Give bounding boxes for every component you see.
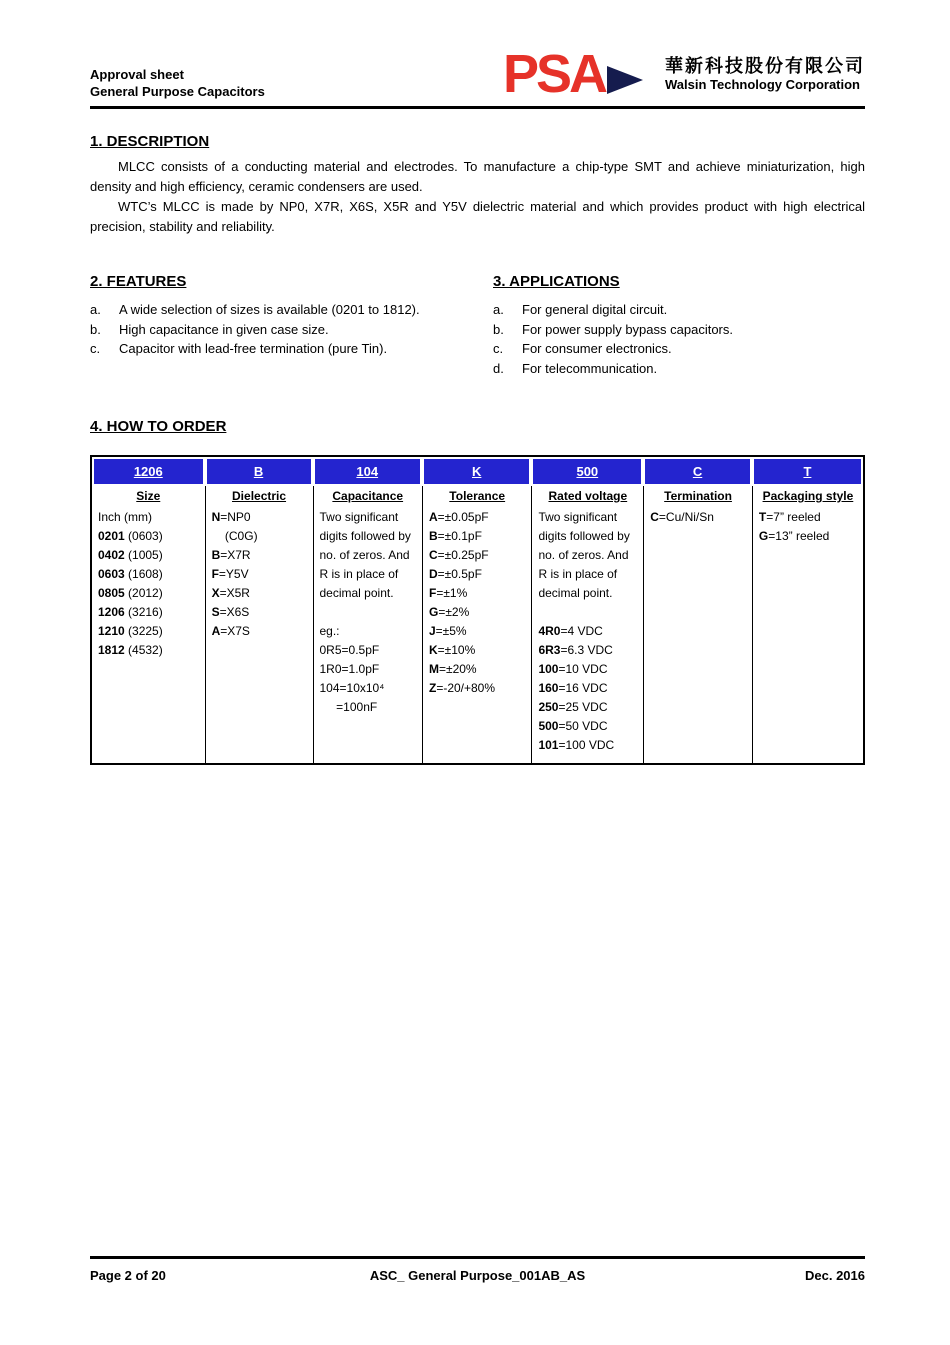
order-codes-row	[92, 457, 863, 486]
column-body	[92, 505, 205, 763]
table-line: 250=25 VDC	[538, 700, 608, 714]
table-line: 4R0=4 VDC	[538, 624, 603, 638]
table-line: 1R0=1.0pF	[319, 662, 380, 676]
order-code-cell	[313, 457, 422, 486]
page-header	[90, 0, 865, 102]
column-title: Size	[136, 489, 161, 503]
section-how-to-order	[0, 418, 950, 765]
table-line: G=13” reeled	[758, 529, 830, 543]
table-line: decimal point.	[319, 586, 394, 600]
column-body	[643, 505, 752, 763]
logo-text: PSA	[503, 48, 606, 102]
company-name-cn: 華新科技股份有限公司	[665, 55, 865, 76]
table-line: 1210 (3225)	[98, 624, 163, 638]
footer-page-number: Page 2 of 20	[90, 1268, 166, 1283]
doc-type: Approval sheet	[90, 67, 184, 82]
page-footer	[90, 1256, 865, 1283]
section-features	[90, 273, 493, 378]
table-line	[538, 603, 638, 622]
column-body	[531, 505, 643, 763]
order-code-cell	[643, 457, 752, 486]
list-item	[493, 339, 865, 359]
footer-divider	[90, 1256, 865, 1259]
table-line: Inch (mm)	[98, 510, 152, 524]
table-line: C=Cu/Ni/Sn	[650, 510, 714, 524]
table-line: 0805 (2012)	[98, 586, 163, 600]
table-line: =100nF	[319, 700, 378, 714]
table-line: F=Y5V	[211, 567, 249, 581]
company-name-en: Walsin Technology Corporation	[665, 77, 860, 93]
column-body	[752, 505, 863, 763]
table-line: 0402 (1005)	[98, 548, 163, 562]
table-line: decimal point.	[538, 586, 613, 600]
table-line: B=X7R	[211, 548, 251, 562]
list-item	[493, 300, 865, 320]
list-item-letter: a.	[90, 302, 101, 317]
how-to-order-title: 4. HOW TO ORDER	[90, 418, 227, 435]
table-line: M=±20%	[428, 662, 477, 676]
table-line: 160=16 VDC	[538, 681, 608, 695]
column-title: Tolerance	[422, 486, 531, 505]
table-line: R is in place of	[319, 567, 399, 581]
list-item	[493, 320, 865, 340]
column-body	[422, 505, 531, 763]
table-line: 1206 (3216)	[98, 605, 163, 619]
table-line: digits followed by	[538, 529, 630, 543]
order-code-cell	[92, 457, 205, 486]
order-code-cell	[205, 457, 313, 486]
description-paragraph: MLCC consists of a conducting material and electrodes. To manufacture a chip-type SMT and achieve miniaturization, high density and high efficiency, ceramic condensers are used.	[90, 159, 865, 194]
document-title-block	[90, 66, 265, 102]
order-code: C	[645, 459, 750, 484]
table-line: Z=-20/+80%	[428, 681, 496, 695]
list-item-text: A wide selection of sizes is available (0201 to 1812).	[119, 302, 420, 317]
table-line: 104=10x10⁴	[319, 681, 385, 695]
description-title: 1. DESCRIPTION	[90, 133, 210, 150]
column-title: Packaging style	[752, 486, 863, 505]
features-list	[90, 300, 493, 359]
table-line: 6R3=6.3 VDC	[538, 643, 613, 657]
section-applications	[493, 273, 865, 378]
column-body	[313, 505, 422, 763]
list-item	[90, 320, 493, 340]
order-code: 500	[533, 459, 641, 484]
table-line: 0201 (0603)	[98, 529, 163, 543]
list-item-text: For general digital circuit.	[522, 302, 668, 317]
list-item-text: For power supply bypass capacitors.	[522, 321, 733, 337]
order-code-table	[90, 455, 865, 765]
features-title: 2. FEATURES	[90, 273, 187, 290]
list-item-letter: b.	[90, 321, 101, 337]
table-line: 100=10 VDC	[538, 662, 608, 676]
column-title: Dielectric	[205, 486, 313, 505]
table-line: B=±0.1pF	[428, 529, 482, 543]
list-item-text: For telecommunication.	[522, 360, 658, 376]
column-title: Termination	[643, 486, 752, 505]
order-code-cell	[531, 457, 643, 486]
table-line: Two significant	[538, 510, 618, 524]
doc-subtitle: General Purpose Capacitors	[90, 84, 265, 99]
header-divider	[90, 106, 865, 109]
table-line: R is in place of	[538, 567, 618, 581]
table-line: no. of zeros. And	[538, 548, 629, 562]
footer-doc-id: ASC_ General Purpose_001AB_AS	[369, 1268, 586, 1283]
list-item-text: High capacitance in given case size.	[119, 321, 329, 337]
order-code-cell	[422, 457, 531, 486]
table-line: digits followed by	[319, 529, 411, 543]
table-line: T=7” reeled	[758, 510, 821, 524]
table-body-row	[92, 505, 863, 763]
description-paragraph: WTC’s MLCC is made by NP0, X7R, X6S, X5R and Y5V dielectric material and which provides product with high electrical precision, stability and reliability.	[90, 199, 865, 234]
table-line: G=±2%	[428, 605, 470, 619]
table-line: 0R5=0.5pF	[319, 643, 380, 657]
order-code: K	[424, 459, 529, 484]
order-code-cell	[752, 457, 863, 486]
table-line: A=±0.05pF	[428, 510, 489, 524]
list-item	[90, 300, 493, 320]
order-code: T	[754, 459, 861, 484]
applications-title: 3. APPLICATIONS	[493, 273, 620, 290]
table-line: (C0G)	[211, 529, 258, 543]
section-description	[0, 133, 950, 237]
table-line: D=±0.5pF	[428, 567, 482, 581]
list-item-letter: c.	[90, 341, 101, 356]
footer-row	[90, 1268, 865, 1283]
table-line: X=X5R	[211, 586, 250, 600]
applications-list	[493, 300, 865, 378]
order-code: B	[207, 459, 311, 484]
list-item-letter: c.	[493, 341, 504, 356]
brand-block	[503, 48, 865, 102]
order-code: 104	[315, 459, 420, 484]
description-body	[90, 157, 865, 237]
column-title: Capacitance	[313, 486, 422, 505]
column-body	[205, 505, 313, 763]
list-item	[493, 359, 865, 379]
list-item-letter: a.	[493, 302, 504, 317]
table-line: 0603 (1608)	[98, 567, 163, 581]
footer-date: Dec. 2016	[805, 1268, 865, 1283]
list-item-letter: d.	[493, 360, 504, 376]
column-titles-row	[92, 486, 863, 505]
table-line: F=±1%	[428, 586, 468, 600]
table-line: eg.:	[319, 624, 340, 638]
table-line: 500=50 VDC	[538, 719, 608, 733]
table-line	[320, 603, 417, 622]
table-line: A=X7S	[211, 624, 250, 638]
table-line: 1812 (4532)	[98, 643, 163, 657]
features-applications-row	[0, 273, 950, 378]
table-line: N=NP0	[211, 510, 251, 524]
table-line: J=±5%	[428, 624, 467, 638]
table-line: 101=100 VDC	[538, 738, 615, 752]
logo-arrow-icon	[607, 66, 643, 94]
list-item-text: Capacitor with lead-free termination (pure Tin).	[119, 341, 388, 356]
table-line: K=±10%	[428, 643, 476, 657]
table-line: S=X6S	[211, 605, 250, 619]
table-line: no. of zeros. And	[319, 548, 410, 562]
company-names	[665, 55, 865, 96]
list-item	[90, 339, 493, 359]
table-line: C=±0.25pF	[428, 548, 489, 562]
list-item-letter: b.	[493, 321, 504, 337]
list-item-text: For consumer electronics.	[522, 341, 672, 356]
company-logo-icon	[503, 48, 655, 102]
column-title: Rated voltage	[531, 486, 643, 505]
table-line: Two significant	[319, 510, 399, 524]
order-code: 1206	[94, 459, 203, 484]
